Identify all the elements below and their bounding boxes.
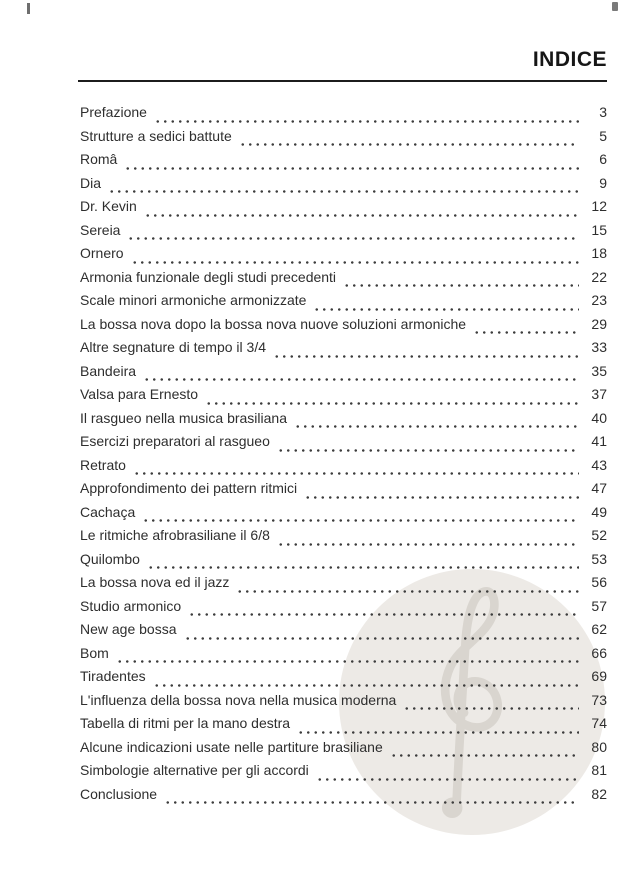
toc-entry-page: 41 bbox=[591, 433, 607, 449]
toc-entry-page: 40 bbox=[591, 409, 607, 426]
toc-entry-page: 43 bbox=[591, 456, 607, 473]
toc-row bbox=[80, 621, 607, 645]
page-header bbox=[80, 48, 607, 72]
toc-entry-label: Armonia funzionale degli studi precedenti bbox=[80, 268, 337, 285]
toc-leader bbox=[124, 167, 579, 170]
toc-entry-page: 6 bbox=[599, 151, 607, 167]
toc-entry-label: Studio armonico bbox=[80, 597, 182, 614]
toc-entry-page: 29 bbox=[591, 315, 607, 332]
toc-entry-label: Conclusione bbox=[80, 785, 158, 802]
toc-row bbox=[80, 198, 607, 222]
toc-leader bbox=[239, 143, 579, 146]
toc-entry-label: Tiradentes bbox=[80, 668, 146, 684]
toc-leader bbox=[403, 707, 579, 710]
scan-mark-left bbox=[27, 3, 30, 14]
toc-row bbox=[80, 786, 607, 810]
toc-leader bbox=[127, 237, 579, 240]
toc-row bbox=[80, 292, 607, 316]
toc-entry-label: Scale minori armoniche armonizzate bbox=[80, 292, 307, 308]
toc-leader bbox=[116, 660, 579, 663]
toc-leader bbox=[390, 754, 579, 757]
toc-leader bbox=[144, 214, 579, 217]
toc-leader bbox=[188, 613, 579, 616]
page-title: INDICE bbox=[532, 48, 607, 71]
toc-entry-label: Româ bbox=[80, 151, 118, 167]
toc-leader bbox=[277, 449, 579, 452]
toc-row bbox=[80, 715, 607, 739]
toc-entry-page: 18 bbox=[591, 245, 607, 261]
toc-entry-page: 15 bbox=[591, 221, 607, 238]
toc-leader bbox=[343, 284, 579, 287]
toc-row bbox=[80, 739, 607, 763]
toc-entry-label: New age bossa bbox=[80, 621, 177, 637]
toc-leader bbox=[108, 190, 579, 193]
toc-row bbox=[80, 480, 607, 504]
toc-entry-page: 35 bbox=[591, 362, 607, 379]
toc-leader bbox=[273, 355, 579, 358]
toc-leader bbox=[473, 331, 579, 334]
toc-entry-label: Cachaça bbox=[80, 503, 136, 520]
toc-entry-label: Prefazione bbox=[80, 104, 147, 120]
toc-entry-page: 12 bbox=[591, 198, 607, 214]
toc-entry-page: 52 bbox=[591, 527, 607, 543]
toc-row bbox=[80, 504, 607, 528]
toc-row bbox=[80, 692, 607, 716]
toc-row bbox=[80, 245, 607, 269]
toc-entry-page: 69 bbox=[591, 668, 607, 684]
toc-row bbox=[80, 457, 607, 481]
toc-entry-label: Il rasgueo nella musica brasiliana bbox=[80, 409, 287, 426]
toc-entry-page: 22 bbox=[591, 268, 607, 285]
toc-entry-label: Dr. Kevin bbox=[80, 198, 137, 214]
toc-leader bbox=[143, 378, 579, 381]
toc-leader bbox=[236, 590, 579, 593]
toc-entry-label: Dia bbox=[80, 174, 102, 191]
toc-leader bbox=[184, 637, 579, 640]
toc-entry-label: Ornero bbox=[80, 245, 124, 261]
toc-row bbox=[80, 269, 607, 293]
toc-entry-label: La bossa nova ed il jazz bbox=[80, 574, 230, 590]
toc-leader bbox=[316, 778, 579, 781]
toc-leader bbox=[304, 496, 579, 499]
toc-row bbox=[80, 410, 607, 434]
toc-leader bbox=[153, 684, 579, 687]
toc-row bbox=[80, 386, 607, 410]
toc-leader bbox=[313, 308, 579, 311]
toc-entry-label: Sereia bbox=[80, 221, 121, 238]
toc-leader bbox=[154, 120, 579, 123]
toc-entry-label: L'influenza della bossa nova nella musica moderna bbox=[80, 691, 397, 708]
toc-leader bbox=[142, 519, 579, 522]
toc-entry-page: 47 bbox=[591, 480, 607, 496]
toc-entry-page: 53 bbox=[591, 550, 607, 567]
toc-entry-page: 3 bbox=[599, 104, 607, 120]
toc-leader bbox=[277, 543, 579, 546]
toc-entry-page: 73 bbox=[591, 691, 607, 708]
toc-leader bbox=[164, 801, 579, 804]
toc-row bbox=[80, 551, 607, 575]
toc-entry-label: Strutture a sedici battute bbox=[80, 127, 232, 144]
toc-leader bbox=[294, 425, 579, 428]
scan-mark-right bbox=[612, 2, 618, 11]
toc-entry-label: La bossa nova dopo la bossa nova nuove soluzioni armoniche bbox=[80, 315, 467, 332]
toc-row bbox=[80, 762, 607, 786]
header-rule bbox=[78, 80, 607, 82]
toc-row bbox=[80, 175, 607, 199]
toc-row bbox=[80, 645, 607, 669]
toc-entry-label: Esercizi preparatori al rasgueo bbox=[80, 433, 270, 449]
toc-leader bbox=[131, 261, 579, 264]
toc-entry-page: 82 bbox=[591, 785, 607, 802]
toc-row bbox=[80, 574, 607, 598]
toc-entry-label: Quilombo bbox=[80, 550, 140, 567]
toc-row bbox=[80, 527, 607, 551]
toc-row bbox=[80, 316, 607, 340]
toc-entry-label: Valsa para Ernesto bbox=[80, 386, 199, 402]
toc-leader bbox=[205, 402, 579, 405]
toc-entry-page: 9 bbox=[599, 174, 607, 191]
toc-entry-label: Simbologie alternative per gli accordi bbox=[80, 762, 309, 778]
toc-row bbox=[80, 363, 607, 387]
toc-entry-page: 80 bbox=[591, 738, 607, 755]
toc-entry-page: 23 bbox=[591, 292, 607, 308]
toc-row bbox=[80, 668, 607, 692]
toc-entry-label: Approfondimento dei pattern ritmici bbox=[80, 480, 298, 496]
toc-entry-label: Tabella di ritmi per la mano destra bbox=[80, 715, 291, 731]
content-column bbox=[80, 48, 607, 809]
toc-entry-label: Le ritmiche afrobrasiliane il 6/8 bbox=[80, 527, 270, 543]
toc-entry-page: 56 bbox=[591, 574, 607, 590]
toc-row bbox=[80, 104, 607, 128]
table-of-contents bbox=[80, 104, 607, 809]
toc-entry-page: 5 bbox=[599, 127, 607, 144]
toc-entry-page: 57 bbox=[591, 597, 607, 614]
toc-row bbox=[80, 598, 607, 622]
toc-leader bbox=[147, 566, 579, 569]
toc-entry-page: 74 bbox=[591, 715, 607, 731]
toc-entry-label: Alcune indicazioni usate nelle partiture brasiliane bbox=[80, 738, 383, 755]
toc-leader bbox=[133, 472, 579, 475]
toc-leader bbox=[297, 731, 579, 734]
toc-entry-label: Retrato bbox=[80, 456, 126, 473]
toc-row bbox=[80, 222, 607, 246]
toc-entry-label: Bom bbox=[80, 644, 109, 661]
toc-entry-label: Bandeira bbox=[80, 362, 137, 379]
toc-row bbox=[80, 339, 607, 363]
toc-entry-page: 49 bbox=[591, 503, 607, 520]
toc-row bbox=[80, 151, 607, 175]
toc-entry-page: 66 bbox=[591, 644, 607, 661]
toc-entry-page: 33 bbox=[591, 339, 607, 355]
toc-entry-label: Altre segnature di tempo il 3/4 bbox=[80, 339, 266, 355]
toc-row bbox=[80, 433, 607, 457]
toc-row bbox=[80, 128, 607, 152]
toc-entry-page: 81 bbox=[591, 762, 607, 778]
toc-entry-page: 37 bbox=[591, 386, 607, 402]
toc-entry-page: 62 bbox=[591, 621, 607, 637]
